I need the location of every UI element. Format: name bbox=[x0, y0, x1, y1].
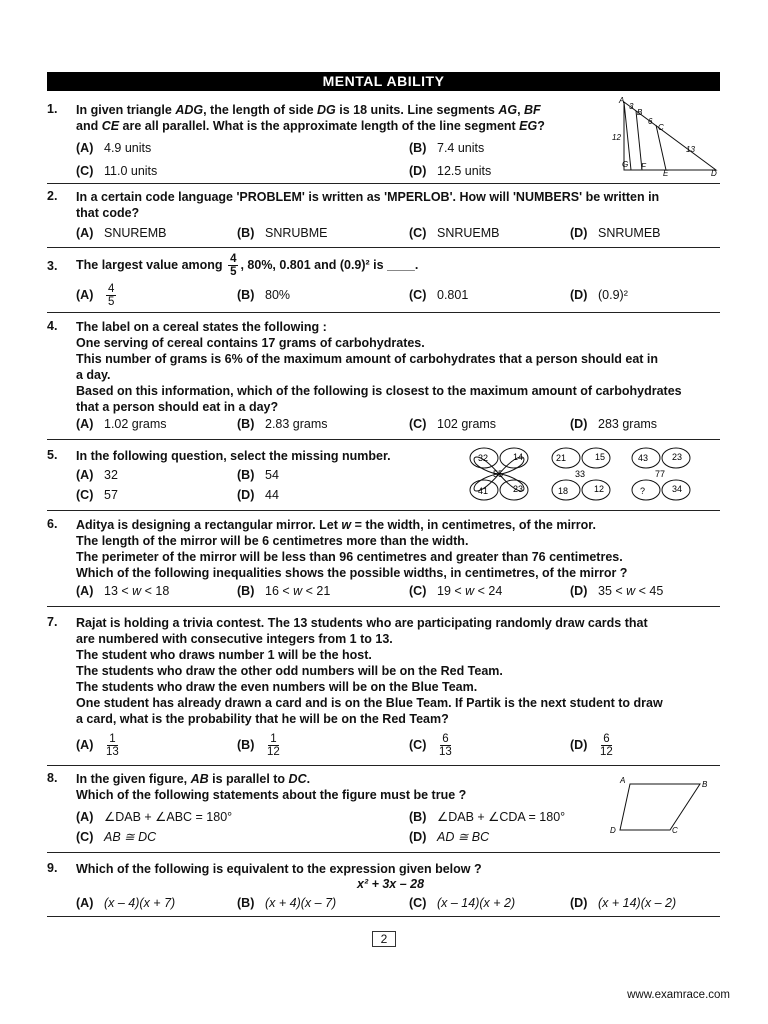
option-d[interactable]: (D) 12.5 units bbox=[409, 164, 492, 178]
label-d: D bbox=[711, 169, 717, 178]
label-13: 13 bbox=[686, 145, 695, 154]
option-a[interactable]: (A) SNUREMB bbox=[76, 226, 167, 240]
svg-text:33: 33 bbox=[575, 469, 586, 479]
question-6 bbox=[47, 517, 720, 602]
question-text: Which of the following is equivalent to the expression given below ? bbox=[76, 862, 482, 876]
option-b[interactable]: (B) 2.83 grams bbox=[237, 417, 328, 431]
question-7 bbox=[47, 615, 720, 763]
question-number: 7. bbox=[47, 615, 58, 629]
svg-text:?: ? bbox=[640, 486, 646, 496]
question-number: 6. bbox=[47, 517, 58, 531]
parallelogram-figure bbox=[604, 774, 716, 838]
option-a[interactable]: (A) 13 < w < 18 bbox=[76, 584, 170, 598]
question-text: The label on a cereal states the following : One serving of cereal contains 17 grams of carbohydrates. This number of grams is 6% of the maximum amount of carbohydrates that a person should eat in a day. Based on this information, which of the following is closest to the maximum amount of carbohydrates that a person should eat in a day? bbox=[76, 320, 682, 414]
option-d[interactable]: (D) (x + 14)(x – 2) bbox=[570, 896, 677, 910]
label-e: E bbox=[663, 169, 669, 178]
expression: x² + 3x – 28 bbox=[357, 877, 425, 891]
option-a[interactable]: (A) ∠DAB + ∠ABC = 180° bbox=[76, 810, 233, 824]
option-b[interactable]: (B) $\frac{1}{12}$ bbox=[237, 733, 280, 758]
label-g: G bbox=[622, 160, 629, 169]
figure-2 bbox=[552, 448, 610, 500]
option-a[interactable]: (A) (x – 4)(x + 7) bbox=[76, 896, 176, 910]
label-6: 6 bbox=[648, 117, 653, 126]
svg-text:12: 12 bbox=[594, 484, 605, 494]
option-b[interactable]: (B) 54 bbox=[237, 468, 279, 482]
question-4 bbox=[47, 319, 720, 434]
question-3 bbox=[47, 253, 720, 313]
divider bbox=[47, 312, 720, 313]
divider bbox=[47, 183, 720, 184]
question-2 bbox=[47, 189, 720, 244]
question-text: In given triangle ADG, the length of side DG is 18 units. Line segments AG, BF and CE are all parallel. What is the approximate length of the line segment EG? bbox=[76, 103, 545, 133]
svg-text:B: B bbox=[702, 780, 708, 789]
svg-text:43: 43 bbox=[638, 453, 649, 463]
option-c[interactable]: (C) 11.0 units bbox=[76, 164, 158, 178]
option-c[interactable]: (C) 57 bbox=[76, 488, 118, 502]
svg-text:18: 18 bbox=[558, 486, 569, 496]
option-a[interactable]: (A) 32 bbox=[76, 468, 118, 482]
question-number: 2. bbox=[47, 189, 58, 203]
option-d[interactable]: (D) AD ≅ BC bbox=[409, 830, 490, 844]
option-c[interactable]: (C) (x – 14)(x + 2) bbox=[409, 896, 516, 910]
question-text: Rajat is holding a trivia contest. The 13 students who are participating randomly draw cards that are numbered with consecutive integers from 1 to 13. The student who draws number 1 will be the host. The students who draw the other odd numbers will be on the Red Team. The students who draw the even numbers will be on the Blue Team. One student has already drawn a card and is on the Blue Team. If Partik is the next student to draw a card, what is the probability that he will be on the Red Team? bbox=[76, 616, 663, 726]
option-d[interactable]: (D) SNRUMEB bbox=[570, 226, 661, 240]
label-f: F bbox=[641, 162, 646, 171]
option-d[interactable]: (D) 44 bbox=[237, 488, 279, 502]
page-number: 2 bbox=[372, 931, 396, 947]
option-c[interactable]: (C) 0.801 bbox=[409, 288, 469, 302]
option-d[interactable]: (D) 35 < w < 45 bbox=[570, 584, 664, 598]
option-b[interactable]: (B) (x + 4)(x – 7) bbox=[237, 896, 337, 910]
question-number: 9. bbox=[47, 861, 58, 875]
divider bbox=[47, 852, 720, 853]
question-text: In a certain code language 'PROBLEM' is written as 'MPERLOB'. How will 'NUMBERS' be written in that code? bbox=[76, 190, 660, 220]
option-d[interactable]: (D) $\frac{6}{12}$ bbox=[570, 733, 613, 758]
question-number: 4. bbox=[47, 319, 58, 333]
question-number: 5. bbox=[47, 448, 58, 462]
triangle-figure bbox=[608, 94, 726, 180]
figure-3 bbox=[632, 448, 690, 500]
option-a[interactable]: (A) 1.02 grams bbox=[76, 417, 167, 431]
number-figures bbox=[468, 446, 718, 502]
svg-text:32: 32 bbox=[478, 453, 489, 463]
option-c[interactable]: (C) 19 < w < 24 bbox=[409, 584, 503, 598]
question-text: In the given figure, AB is parallel to DC. Which of the following statements about the figure must be true ? bbox=[76, 772, 467, 802]
option-a[interactable]: (A) $\frac{1}{13}$ bbox=[76, 733, 119, 758]
svg-text:34: 34 bbox=[672, 484, 683, 494]
figure-1 bbox=[470, 448, 528, 500]
svg-text:D: D bbox=[610, 826, 616, 835]
option-b[interactable]: (B) 80% bbox=[237, 288, 291, 302]
svg-text:14: 14 bbox=[513, 452, 524, 462]
svg-text:21: 21 bbox=[556, 453, 567, 463]
label-a: A bbox=[619, 96, 625, 105]
question-text: The largest value among $\frac{4}{5}$ , 80%, 0.801 and (0.9)² is ____. bbox=[76, 253, 419, 278]
divider bbox=[47, 510, 720, 511]
svg-text:23: 23 bbox=[672, 452, 683, 462]
question-text: Aditya is designing a rectangular mirror. Let w = the width, in centimetres, of the mirror. The length of the mirror will be 6 centimetres more than the width. The perimeter of the mirror will be less than 96 centimetres and greater than 76 centimetres. Which of the following inequalities shows the possible widths, in centimetres, of the mirror ? bbox=[76, 518, 628, 580]
divider bbox=[47, 439, 720, 440]
svg-text:A: A bbox=[620, 776, 626, 785]
option-c[interactable]: (C) AB ≅ DC bbox=[76, 830, 157, 844]
option-c[interactable]: (C) SNRUEMB bbox=[409, 226, 500, 240]
option-a[interactable]: (A) $\frac{4}{5}$ bbox=[76, 283, 115, 308]
option-c[interactable]: (C) $\frac{6}{13}$ bbox=[409, 733, 452, 758]
svg-text:41: 41 bbox=[478, 486, 489, 496]
divider bbox=[47, 606, 720, 607]
option-b[interactable]: (B) 7.4 units bbox=[409, 141, 485, 155]
question-number: 3. bbox=[47, 259, 58, 273]
label-c: C bbox=[658, 123, 664, 132]
divider bbox=[47, 765, 720, 766]
option-a[interactable]: (A) 4.9 units bbox=[76, 141, 152, 155]
svg-text:C: C bbox=[672, 826, 678, 835]
website-footer[interactable]: www.examrace.com bbox=[627, 989, 730, 1001]
option-b[interactable]: (B) SNRUBME bbox=[237, 226, 328, 240]
divider bbox=[47, 916, 720, 917]
svg-text:15: 15 bbox=[595, 452, 606, 462]
option-c[interactable]: (C) 102 grams bbox=[409, 417, 497, 431]
label-b: B bbox=[637, 108, 643, 117]
question-number: 8. bbox=[47, 771, 58, 785]
question-text: In the following question, select the missing number. bbox=[76, 449, 391, 463]
question-9 bbox=[47, 861, 720, 916]
svg-text:23: 23 bbox=[513, 484, 524, 494]
svg-text:77: 77 bbox=[655, 469, 666, 479]
label-3: 3 bbox=[629, 102, 634, 111]
section-header: MENTAL ABILITY bbox=[47, 72, 720, 91]
option-b[interactable]: (B) 16 < w < 21 bbox=[237, 584, 331, 598]
label-12: 12 bbox=[612, 133, 621, 142]
option-d[interactable]: (D) 283 grams bbox=[570, 417, 658, 431]
option-b[interactable]: (B) ∠DAB + ∠CDA = 180° bbox=[409, 810, 566, 824]
question-number: 1. bbox=[47, 102, 58, 116]
option-d[interactable]: (D) (0.9)² bbox=[570, 288, 628, 302]
svg-text:55: 55 bbox=[493, 469, 504, 479]
divider bbox=[47, 247, 720, 248]
